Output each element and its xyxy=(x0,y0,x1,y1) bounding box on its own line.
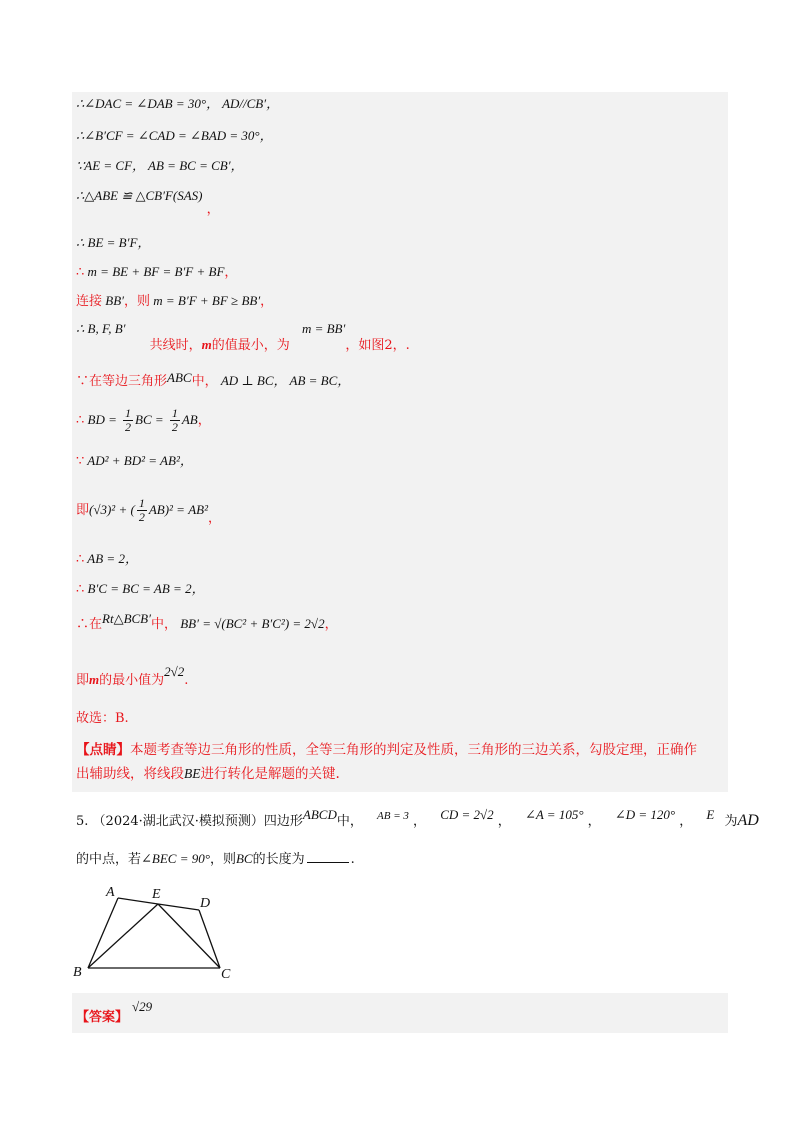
label-e: E xyxy=(152,887,161,902)
edge-dc xyxy=(199,910,220,968)
red-comma: ， xyxy=(224,265,238,280)
question-line-2 xyxy=(76,850,355,869)
red-comma: ， xyxy=(197,413,211,428)
comment-text: 进行转化是解题的关键. xyxy=(200,766,340,782)
sep: ， xyxy=(413,814,427,829)
connect-text: 连接 xyxy=(76,294,103,309)
ab-squared: AB)² = AB² xyxy=(148,502,208,517)
red-comma: ， xyxy=(260,294,274,309)
label-a: A xyxy=(106,885,115,900)
solution-line-10 xyxy=(76,402,211,439)
figure-ref-text: ，如图2，. xyxy=(345,338,410,353)
segment-bc: BC xyxy=(235,851,253,866)
therefore-red: ∴ xyxy=(76,552,85,567)
comment-line-2 xyxy=(76,762,726,786)
condition-cd: CD = 2√2 xyxy=(440,807,494,822)
segment-ad: AD xyxy=(737,812,759,829)
red-comma: ， xyxy=(206,202,220,217)
edge-ed xyxy=(158,904,199,910)
solution-line-8 xyxy=(76,320,410,356)
segment-be: BE xyxy=(184,766,201,781)
fraction-half: $\frac{1}{2}$ xyxy=(125,406,132,434)
in-text: 中， xyxy=(150,617,177,632)
inequality: m = B′F + BF ≥ BB′ xyxy=(150,293,261,308)
comment-paragraph xyxy=(76,738,726,786)
solution-line-11 xyxy=(76,452,193,471)
namely-text: 即 xyxy=(76,673,90,688)
question-text: 的长度为 xyxy=(252,852,305,867)
bb-length: BB′ = √(BC² + B′C²) = 2√2 xyxy=(176,616,325,631)
ab-value: AB = 2， xyxy=(84,551,138,566)
question-line-1 xyxy=(76,807,759,833)
in-text: 中， xyxy=(191,374,218,389)
solution-line-3: ∵AE = CF， AB = BC = CB′， xyxy=(76,158,244,173)
in-rt-text: ∴在 xyxy=(76,617,103,632)
edge-ec xyxy=(158,904,220,968)
because-equilateral-text: ∵在等边三角形 xyxy=(76,374,168,389)
comment-label: 【点睛】 xyxy=(76,742,130,758)
quadrilateral-figure xyxy=(66,882,246,982)
comment-line-1 xyxy=(76,738,726,762)
fraction-half: $\frac{1}{2}$ xyxy=(171,406,178,434)
congruence-statement: ∴△ABE ≌ △CB′F(SAS) xyxy=(76,188,203,203)
min-value: 2√2 xyxy=(164,664,185,679)
solution-line-1: ∴∠DAC = ∠DAB = 30°， AD//CB′， xyxy=(76,96,280,111)
m-variable: m xyxy=(89,672,100,687)
label-c: C xyxy=(221,967,231,982)
solution-line-5: ∴ BE = B′F， xyxy=(76,235,151,250)
is-text: 为 xyxy=(724,814,738,829)
solution-line-16 xyxy=(76,664,189,693)
angle-bec: ∠BEC = 90° xyxy=(141,851,210,866)
point-e: E xyxy=(706,807,715,822)
solution-line-14 xyxy=(76,580,205,599)
red-comma: ， xyxy=(207,511,221,526)
solution-line-9 xyxy=(76,372,350,391)
condition-ab: AB = 3 xyxy=(377,810,409,822)
bc-term: BC = xyxy=(135,412,164,427)
collinear-points: ∴ B, F, B′ xyxy=(76,321,126,336)
question-number: 5. xyxy=(76,814,89,829)
sqrt3-term: (√3)² + ( xyxy=(89,502,135,517)
sep: ， xyxy=(679,814,693,829)
m-equation: m = BE + BF = B′F + BF xyxy=(84,264,225,279)
because-red: ∵ xyxy=(76,454,85,469)
label-d: D xyxy=(200,896,211,911)
comment-text: 本题考查等边三角形的性质，全等三角形的判定及性质，三角形的三边关系，勾股定理，正确作 xyxy=(130,742,697,758)
solution-line-4 xyxy=(76,187,220,217)
solution-line-15 xyxy=(76,612,338,637)
therefore-red: ∴ xyxy=(76,413,85,428)
edge-be xyxy=(88,904,158,968)
answer-blank xyxy=(307,850,349,863)
condition-angle-d: ∠D = 120° xyxy=(614,807,676,822)
period: . xyxy=(350,852,355,867)
answer-line xyxy=(76,999,153,1029)
red-dot: . xyxy=(184,673,189,688)
pythagoras-equation: AD² + BD² = AB²， xyxy=(84,453,193,468)
solution-line-2: ∴∠B′CF = ∠CAD = ∠BAD = 30°， xyxy=(76,128,273,143)
answer-label: 【答案】 xyxy=(76,1010,129,1025)
therefore-red: ∴ xyxy=(76,265,85,280)
edge-ab xyxy=(88,898,118,968)
perpendicular-statement: AD ⊥ BC， AB = BC， xyxy=(217,373,351,388)
min-value-text: 的最小值为 xyxy=(99,673,165,688)
red-comma: ， xyxy=(324,617,338,632)
solution-line-7 xyxy=(76,292,273,311)
m-variable: m xyxy=(201,337,212,352)
collinear-text: 共线时， xyxy=(149,338,202,353)
sep: ， xyxy=(497,814,511,829)
solution-line-6 xyxy=(76,263,237,282)
fraction-half: $\frac{1}{2}$ xyxy=(138,496,145,524)
label-b: B xyxy=(73,965,82,980)
min-text: 的值最小，为 xyxy=(211,338,290,353)
sep: ， xyxy=(587,814,601,829)
bd-lhs: BD = xyxy=(84,412,117,427)
right-triangle: Rt△BCB′ xyxy=(102,611,151,626)
answer-value: √29 xyxy=(132,999,153,1014)
question-text: ，则 xyxy=(209,852,236,867)
comment-text: 出辅助线，将线段 xyxy=(76,766,184,782)
namely-text: 即 xyxy=(76,503,90,518)
in-text: 中， xyxy=(336,814,363,829)
therefore-red: ∴ xyxy=(76,582,85,597)
m-equals-bb: m = BB′ xyxy=(301,321,346,336)
answer-block xyxy=(72,993,728,1033)
triangle-abc: ABC xyxy=(167,370,192,385)
bc-values: B′C = BC = AB = 2， xyxy=(84,581,205,596)
question-text: 的中点，若 xyxy=(76,852,142,867)
ab-term: AB xyxy=(181,412,198,427)
question-source: （2024·湖北武汉·模拟预测）四边形 xyxy=(92,814,303,829)
choice-line: 故选：B. xyxy=(76,711,129,726)
segment-bb: BB′ xyxy=(102,293,124,308)
solution-line-12 xyxy=(76,490,221,531)
quad-abcd: ABCD xyxy=(302,807,337,822)
condition-angle-a: ∠A = 105° xyxy=(524,807,584,822)
then-text: ，则 xyxy=(124,294,151,309)
solution-line-13 xyxy=(76,550,138,569)
